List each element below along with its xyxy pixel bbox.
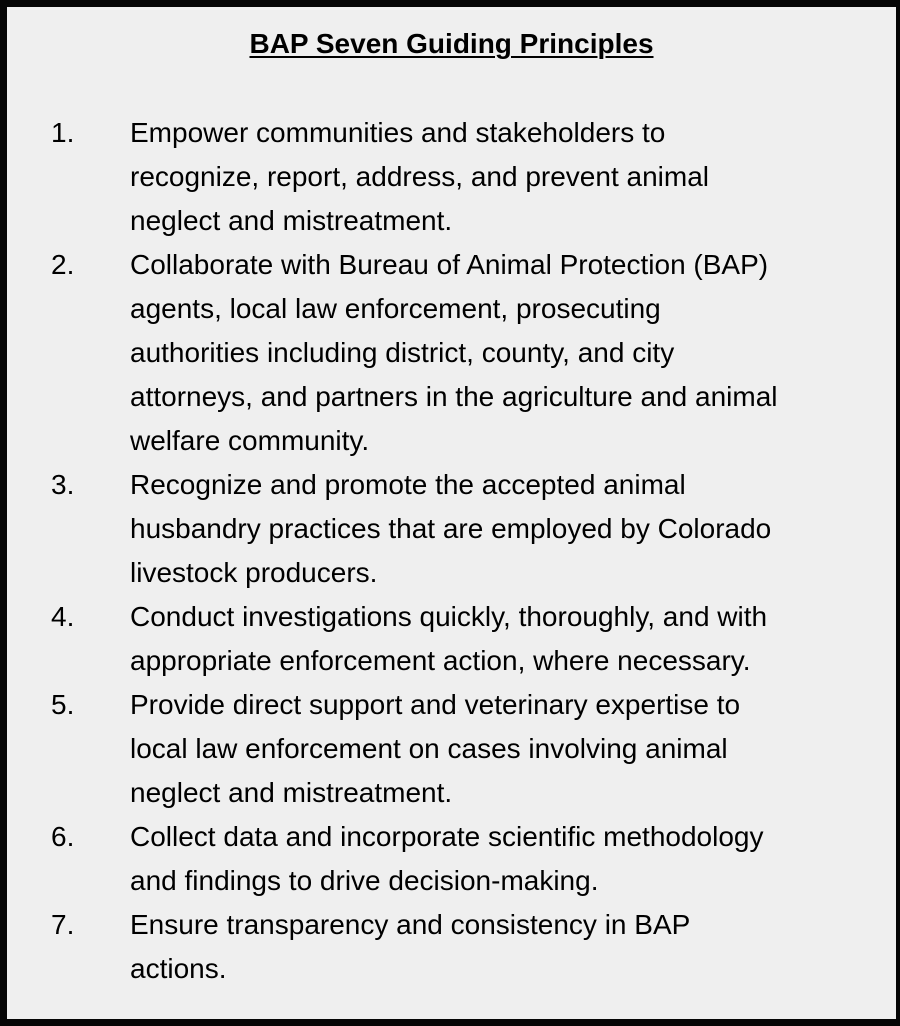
principle-text-line: Provide direct support and veterinary expertise to	[130, 689, 741, 720]
principle-text-line: Ensure transparency and consistency in BAP	[130, 909, 691, 940]
principle-text-line: Empower communities and stakeholders to	[130, 117, 666, 148]
principle-text-line: livestock producers.	[130, 557, 378, 588]
principle-text-line: authorities including district, county, and city	[130, 337, 675, 368]
principle-number: 4.	[51, 601, 75, 632]
principles-list	[7, 111, 896, 991]
principle-text-line: attorneys, and partners in the agriculture and animal	[130, 381, 778, 412]
principle-text-line: welfare community.	[130, 425, 370, 456]
principle-number: 1.	[51, 117, 75, 148]
document-title	[7, 22, 896, 66]
principle-text-line: Recognize and promote the accepted animal	[130, 469, 686, 500]
principle-number: 5.	[51, 689, 75, 720]
principle-text-line: and findings to drive decision-making.	[130, 865, 599, 896]
principle-text-line: Collect data and incorporate scientific methodology	[130, 821, 764, 852]
principle-item-5	[7, 683, 896, 815]
principle-text-line: neglect and mistreatment.	[130, 777, 453, 808]
principle-text-line: actions.	[130, 953, 227, 984]
principle-number: 3.	[51, 469, 75, 500]
principle-number: 7.	[51, 909, 75, 940]
principle-item-6	[7, 815, 896, 903]
principle-item-2	[7, 243, 896, 463]
principle-item-4	[7, 595, 896, 683]
principle-text-line: recognize, report, address, and prevent animal	[130, 161, 709, 192]
principle-text-line: neglect and mistreatment.	[130, 205, 453, 236]
principle-text-line: husbandry practices that are employed by Colorado	[130, 513, 772, 544]
principle-number: 2.	[51, 249, 75, 280]
document-title-text: BAP Seven Guiding Principles	[249, 28, 654, 59]
principle-number: 6.	[51, 821, 75, 852]
principle-text-line: Conduct investigations quickly, thoroughly, and with	[130, 601, 768, 632]
principle-item-3	[7, 463, 896, 595]
principle-text-line: local law enforcement on cases involving animal	[130, 733, 728, 764]
principle-text-line: Collaborate with Bureau of Animal Protection (BAP)	[130, 249, 769, 280]
principle-item-7	[7, 903, 896, 991]
principle-text-line: appropriate enforcement action, where necessary.	[130, 645, 751, 676]
principle-item-1	[7, 111, 896, 243]
principle-text-line: agents, local law enforcement, prosecuting	[130, 293, 661, 324]
